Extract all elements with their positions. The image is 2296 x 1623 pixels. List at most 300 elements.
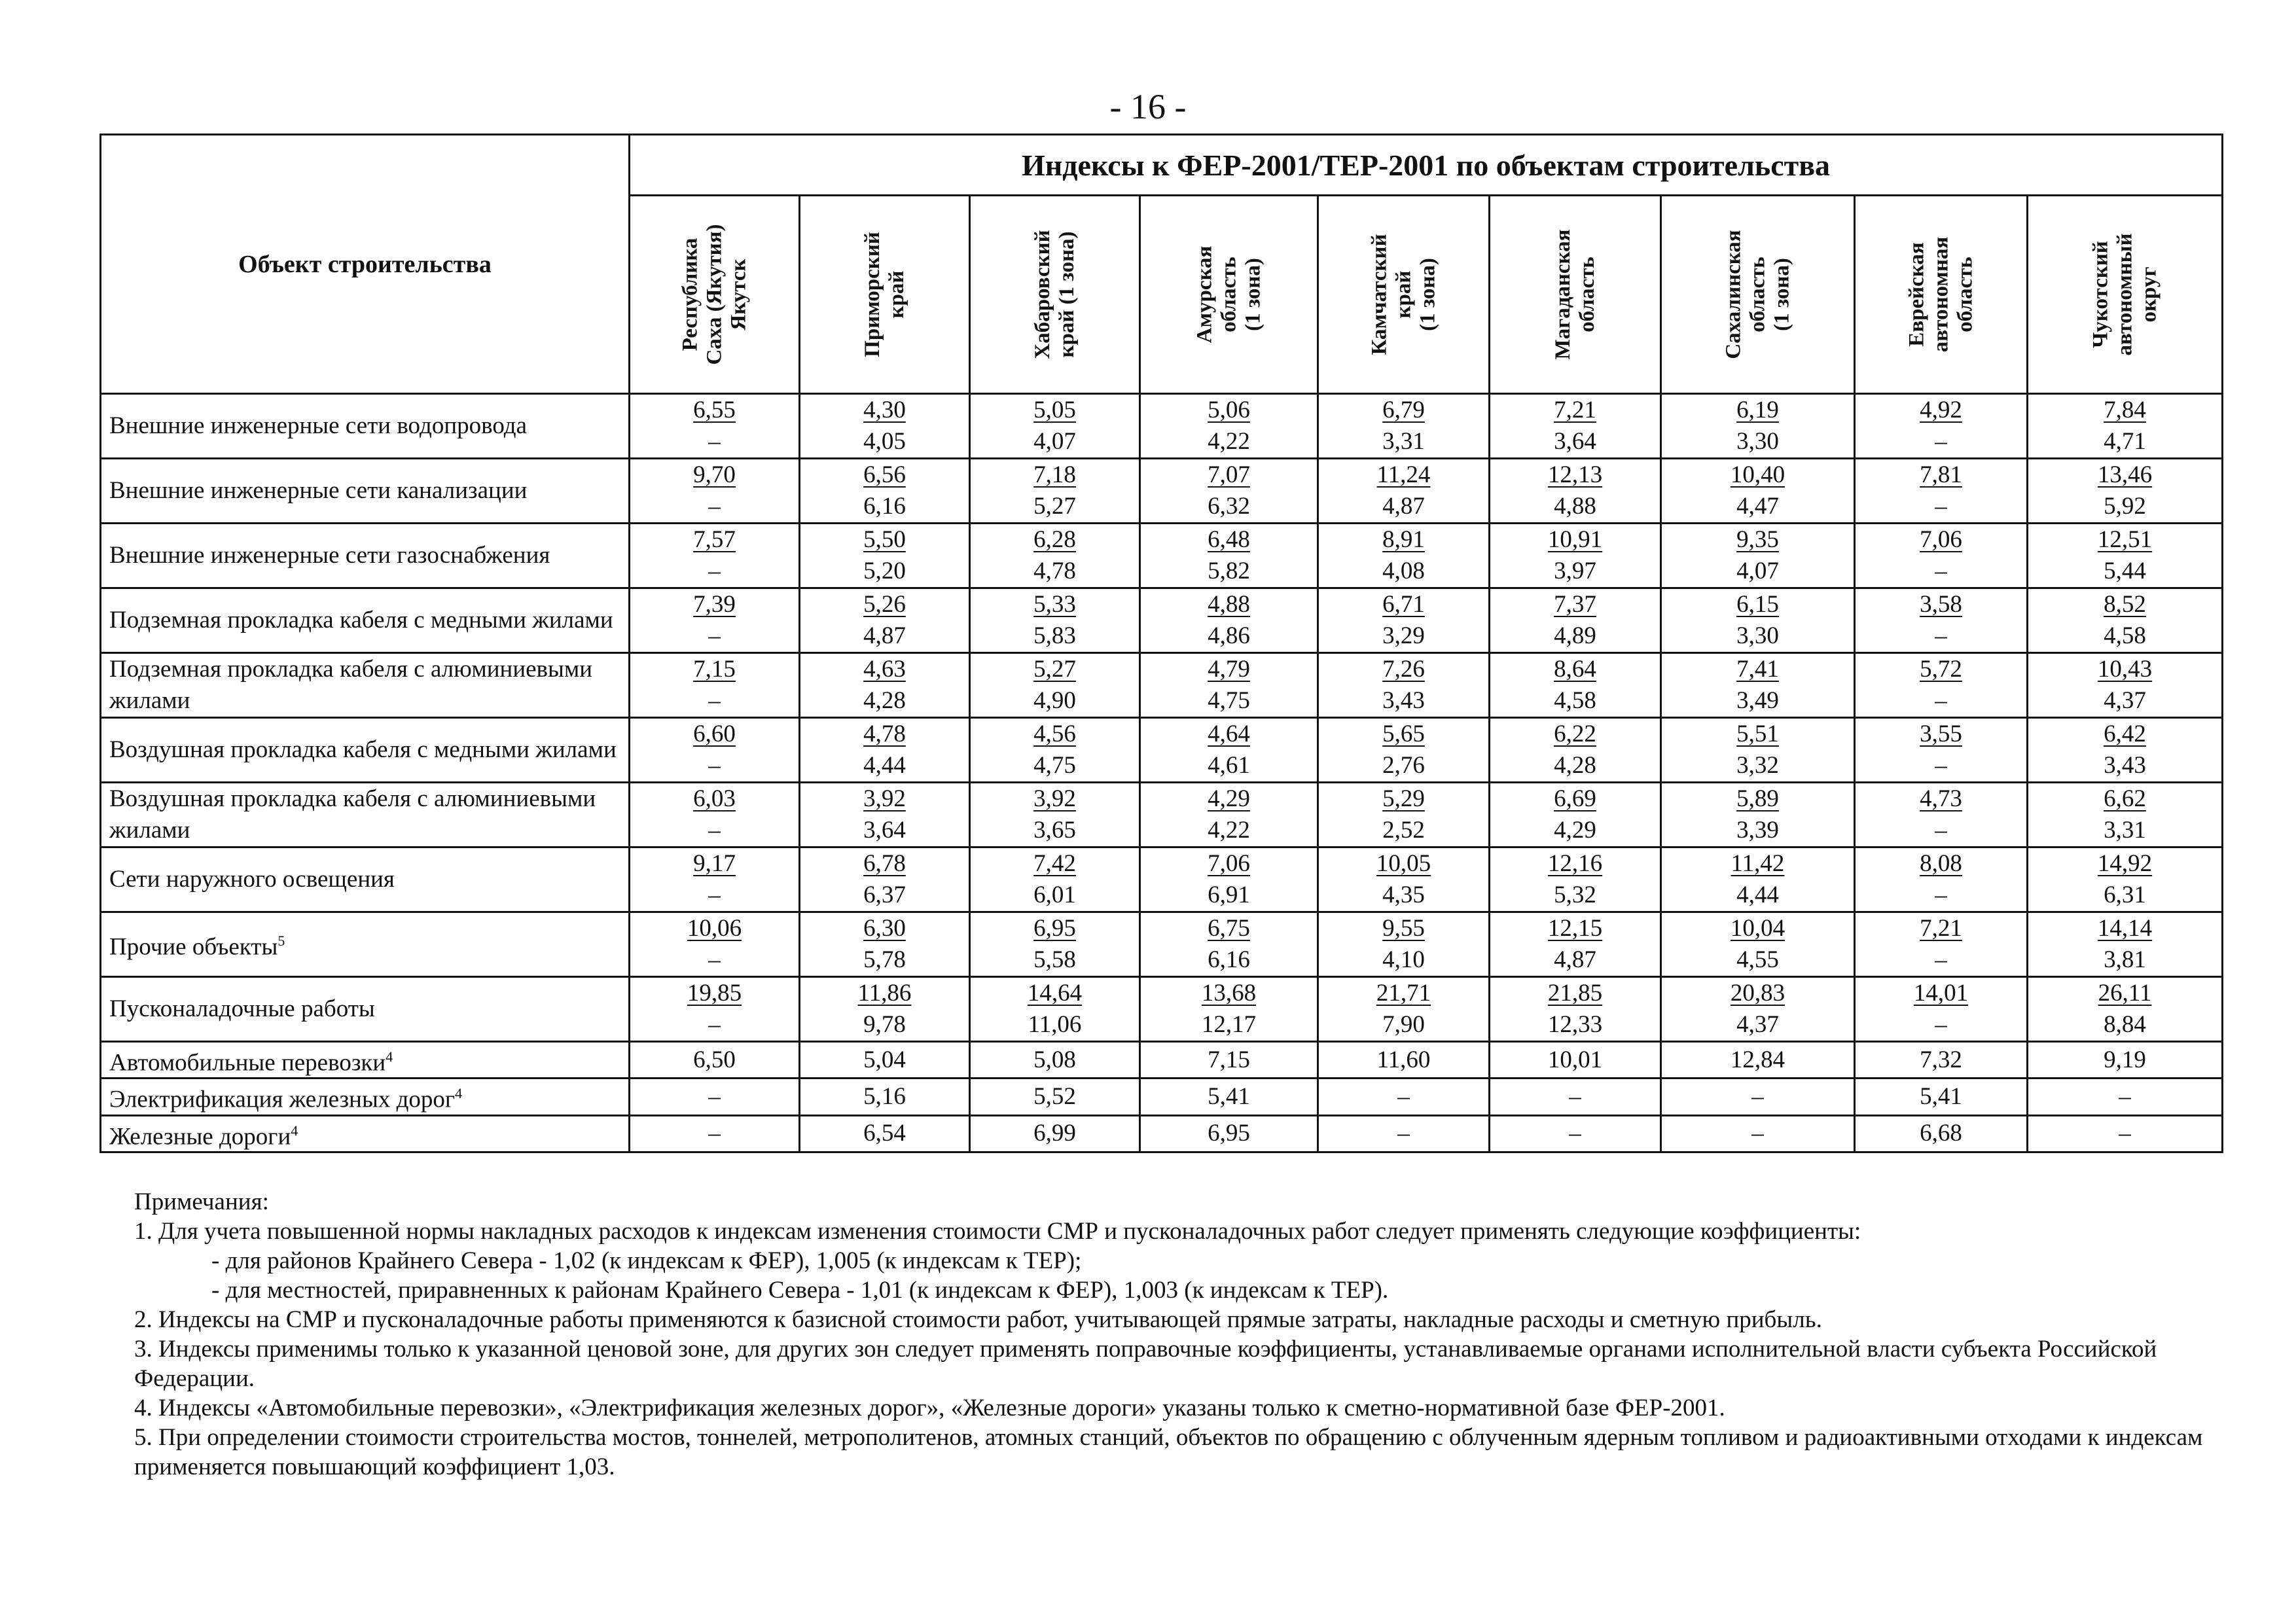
ter-index: 4,75 bbox=[1208, 687, 1250, 714]
ter-index: 5,83 bbox=[1033, 622, 1076, 649]
ter-index: 4,86 bbox=[1208, 622, 1250, 649]
ter-index: 4,07 bbox=[1736, 558, 1779, 584]
fer-index: 4,78 bbox=[863, 721, 906, 747]
index-cell bbox=[1490, 588, 1661, 653]
ter-index: – bbox=[1935, 752, 1947, 779]
ter-index: – bbox=[708, 428, 721, 455]
ter-index: 5,82 bbox=[1208, 558, 1250, 584]
ter-index: 4,37 bbox=[2104, 687, 2146, 714]
index-cell bbox=[2028, 783, 2223, 847]
index-cell bbox=[630, 653, 800, 718]
ter-index: 4,07 bbox=[1033, 428, 1076, 455]
ter-index: 3,81 bbox=[2104, 946, 2146, 973]
fer-index: 7,21 bbox=[1554, 397, 1596, 423]
fer-index: 10,40 bbox=[1730, 461, 1785, 488]
fer-index: 10,05 bbox=[1376, 850, 1431, 877]
page-number: - 16 - bbox=[1109, 87, 1187, 126]
fer-index: 5,89 bbox=[1736, 785, 1779, 812]
index-cell bbox=[970, 718, 1140, 783]
ter-index: 4,22 bbox=[1208, 428, 1250, 455]
note-1a: - для районов Крайнего Севера - 1,02 (к индексам к ФЕР), 1,005 (к индексам к ТЕР); bbox=[211, 1247, 1082, 1274]
index-cell: 6,95 bbox=[1140, 1115, 1318, 1152]
index-cell bbox=[1140, 588, 1318, 653]
index-cell bbox=[630, 847, 800, 912]
footnote-ref: 4 bbox=[386, 1048, 393, 1065]
fer-index: 5,06 bbox=[1208, 397, 1250, 423]
index-cell bbox=[1318, 847, 1490, 912]
index-cell bbox=[2028, 394, 2223, 459]
fer-index: 7,84 bbox=[2104, 397, 2146, 423]
fer-index: 19,85 bbox=[687, 980, 742, 1007]
fer-index: 7,15 bbox=[693, 656, 736, 683]
fer-index: 6,48 bbox=[1208, 526, 1250, 553]
region-header-label: Чукотский автономный округ bbox=[2089, 233, 2161, 356]
fer-index: 7,21 bbox=[1920, 915, 1962, 942]
index-cell bbox=[800, 977, 970, 1042]
index-cell bbox=[1661, 912, 1855, 977]
footnote-ref: 4 bbox=[291, 1122, 298, 1139]
ter-index: 4,28 bbox=[863, 687, 906, 714]
index-cell bbox=[630, 459, 800, 524]
region-header bbox=[970, 196, 1140, 394]
fer-index: 6,28 bbox=[1033, 526, 1076, 553]
object-name-text: Подземная прокладка кабеля с алюминиевыми жилами bbox=[109, 656, 593, 714]
ter-index: 3,32 bbox=[1736, 752, 1779, 779]
ter-index: – bbox=[708, 687, 721, 714]
fer-index: 8,64 bbox=[1554, 656, 1596, 683]
region-header bbox=[800, 196, 970, 394]
ter-index: 4,29 bbox=[1554, 817, 1596, 844]
ter-index: 4,87 bbox=[863, 622, 906, 649]
ter-index: – bbox=[708, 622, 721, 649]
ter-index: 4,87 bbox=[1554, 946, 1596, 973]
fer-index: 7,06 bbox=[1208, 850, 1250, 877]
ter-index: – bbox=[708, 1011, 721, 1038]
index-cell bbox=[970, 653, 1140, 718]
note-1: 1. Для учета повышенной нормы накладных расходов к индексам изменения стоимости СМР и пусконаладочных работ следует применять следующие коэффициенты: bbox=[134, 1218, 1861, 1245]
fer-index: 6,56 bbox=[863, 461, 906, 488]
region-header-label: Хабаровский край (1 зона) bbox=[1030, 230, 1079, 359]
ter-index: 6,32 bbox=[1208, 493, 1250, 520]
index-cell bbox=[1855, 847, 2028, 912]
fer-index: 11,24 bbox=[1376, 461, 1431, 488]
fer-index: 12,15 bbox=[1547, 915, 1603, 942]
region-header-label: Амурская область (1 зона) bbox=[1193, 245, 1265, 344]
fer-index: 7,18 bbox=[1033, 461, 1076, 488]
ter-index: – bbox=[1935, 817, 1947, 844]
table-row bbox=[101, 459, 2223, 524]
index-cell bbox=[1318, 977, 1490, 1042]
fer-index: 6,22 bbox=[1554, 721, 1596, 747]
index-cell bbox=[1490, 394, 1661, 459]
index-cell: – bbox=[1490, 1115, 1661, 1152]
table-row bbox=[101, 718, 2223, 783]
ter-index: – bbox=[1935, 428, 1947, 455]
index-cell bbox=[1490, 459, 1661, 524]
ter-index: 4,87 bbox=[1382, 493, 1425, 520]
fer-index: 4,29 bbox=[1208, 785, 1250, 812]
fer-index: 13,46 bbox=[2097, 461, 2153, 488]
fer-index: 5,29 bbox=[1382, 785, 1425, 812]
ter-index: – bbox=[708, 558, 721, 584]
index-cell bbox=[800, 847, 970, 912]
object-name-text: Сети наружного освещения bbox=[109, 866, 395, 893]
ter-index: 4,05 bbox=[863, 428, 906, 455]
ter-index: 3,49 bbox=[1736, 687, 1779, 714]
ter-index: 4,35 bbox=[1382, 882, 1425, 908]
index-cell: – bbox=[1318, 1079, 1490, 1115]
index-cell bbox=[1490, 524, 1661, 588]
fer-index: 4,30 bbox=[863, 397, 906, 423]
object-name-text: Прочие объекты bbox=[109, 933, 278, 961]
fer-index: 7,81 bbox=[1920, 461, 1962, 488]
object-column-header: Объект строительства bbox=[101, 135, 630, 394]
index-cell: 10,01 bbox=[1490, 1042, 1661, 1079]
fer-index: 3,92 bbox=[863, 785, 906, 812]
ter-index: 4,37 bbox=[1736, 1011, 1779, 1038]
index-cell bbox=[1140, 977, 1318, 1042]
fer-index: 12,51 bbox=[2097, 526, 2153, 553]
fer-index: 6,69 bbox=[1554, 785, 1596, 812]
table-row bbox=[101, 977, 2223, 1042]
index-cell: 6,68 bbox=[1855, 1115, 2028, 1152]
note-2: 2. Индексы на СМР и пусконаладочные работы применяются к базисной стоимости работ, учитывающей прямые затраты, накладные расходы и сметную прибыль. bbox=[134, 1306, 1822, 1333]
fer-index: 4,88 bbox=[1208, 591, 1250, 618]
ter-index: 3,31 bbox=[2104, 817, 2146, 844]
index-cell bbox=[970, 524, 1140, 588]
object-name bbox=[101, 912, 630, 977]
index-cell bbox=[2028, 459, 2223, 524]
fer-index: 4,56 bbox=[1033, 721, 1076, 747]
index-cell bbox=[800, 524, 970, 588]
object-name bbox=[101, 1115, 630, 1152]
index-cell bbox=[1661, 394, 1855, 459]
object-name bbox=[101, 783, 630, 847]
index-cell bbox=[800, 718, 970, 783]
ter-index: 2,76 bbox=[1382, 752, 1425, 779]
object-name bbox=[101, 1079, 630, 1115]
fer-index: 7,26 bbox=[1382, 656, 1425, 683]
ter-index: – bbox=[1935, 558, 1947, 584]
fer-index: 6,62 bbox=[2104, 785, 2146, 812]
table-row bbox=[101, 653, 2223, 718]
region-header bbox=[1318, 196, 1490, 394]
fer-index: 5,72 bbox=[1920, 656, 1962, 683]
fer-index: 6,30 bbox=[863, 915, 906, 942]
fer-index: 4,63 bbox=[863, 656, 906, 683]
index-cell bbox=[1855, 783, 2028, 847]
ter-index: 6,16 bbox=[1208, 946, 1250, 973]
note-5: 5. При определении стоимости строительства мостов, тоннелей, метрополитенов, атомных станций, объектов по обращению с облученным ядерным топливом и радиоактивными отходами к индексам применяется повышающий коэффициент 1,03. bbox=[134, 1424, 2203, 1480]
fer-index: 12,13 bbox=[1547, 461, 1603, 488]
fer-index: 11,42 bbox=[1731, 850, 1785, 877]
index-cell: 11,60 bbox=[1318, 1042, 1490, 1079]
index-cell bbox=[630, 718, 800, 783]
region-header bbox=[1140, 196, 1318, 394]
index-cell bbox=[1855, 524, 2028, 588]
index-cell bbox=[630, 588, 800, 653]
fer-index: 7,41 bbox=[1736, 656, 1779, 683]
fer-index: 6,55 bbox=[693, 397, 736, 423]
index-cell bbox=[1490, 977, 1661, 1042]
region-header bbox=[1661, 196, 1855, 394]
ter-index: 5,32 bbox=[1554, 882, 1596, 908]
fer-index: 6,71 bbox=[1382, 591, 1425, 618]
table-row bbox=[101, 783, 2223, 847]
fer-index: 7,06 bbox=[1920, 526, 1962, 553]
ter-index: 3,43 bbox=[2104, 752, 2146, 779]
fer-index: 5,50 bbox=[863, 526, 906, 553]
ter-index: – bbox=[1935, 622, 1947, 649]
index-cell bbox=[2028, 718, 2223, 783]
object-name-text: Автомобильные перевозки bbox=[109, 1049, 386, 1077]
ter-index: 4,22 bbox=[1208, 817, 1250, 844]
ter-index: 8,84 bbox=[2104, 1011, 2146, 1038]
index-cell: 12,84 bbox=[1661, 1042, 1855, 1079]
object-name bbox=[101, 459, 630, 524]
table-row bbox=[101, 524, 2223, 588]
table-row bbox=[101, 394, 2223, 459]
index-cell bbox=[1318, 783, 1490, 847]
index-cell: 6,99 bbox=[970, 1115, 1140, 1152]
ter-index: 5,92 bbox=[2104, 493, 2146, 520]
index-cell bbox=[1140, 653, 1318, 718]
index-cell: 7,15 bbox=[1140, 1042, 1318, 1079]
ter-index: 4,89 bbox=[1554, 622, 1596, 649]
index-cell bbox=[1140, 524, 1318, 588]
index-cell: 5,52 bbox=[970, 1079, 1140, 1115]
ter-index: 2,52 bbox=[1382, 817, 1425, 844]
region-header-label: Магаданская область bbox=[1551, 229, 1599, 360]
ter-index: 4,78 bbox=[1033, 558, 1076, 584]
fer-index: 14,64 bbox=[1027, 980, 1083, 1007]
fer-index: 7,42 bbox=[1033, 850, 1076, 877]
index-cell bbox=[1661, 524, 1855, 588]
fer-index: 8,52 bbox=[2104, 591, 2146, 618]
index-cell bbox=[1855, 459, 2028, 524]
fer-index: 4,73 bbox=[1920, 785, 1962, 812]
ter-index: – bbox=[1935, 1011, 1947, 1038]
fer-index: 9,55 bbox=[1382, 915, 1425, 942]
table-row bbox=[101, 912, 2223, 977]
ter-index: 4,47 bbox=[1736, 493, 1779, 520]
ter-index: 4,58 bbox=[1554, 687, 1596, 714]
ter-index: 3,65 bbox=[1033, 817, 1076, 844]
fer-index: 10,91 bbox=[1547, 526, 1603, 553]
note-1b: - для местностей, приравненных к районам Крайнего Севера - 1,01 (к индексам к ФЕР), 1,003 (к индексам к ТЕР). bbox=[211, 1277, 1389, 1304]
index-cell bbox=[800, 783, 970, 847]
object-name-text: Электрификация железных дорог bbox=[109, 1086, 456, 1113]
ter-index: 11,06 bbox=[1028, 1011, 1082, 1038]
ter-index: 4,71 bbox=[2104, 428, 2146, 455]
ter-index: 5,58 bbox=[1033, 946, 1076, 973]
note-3: 3. Индексы применимы только к указанной ценовой зоне, для других зон следует применять поправочные коэффициенты, устанавливаемые органами исполнительной власти субъекта Российской Федерации. bbox=[134, 1336, 2157, 1392]
index-cell: 5,04 bbox=[800, 1042, 970, 1079]
index-cell: 9,19 bbox=[2028, 1042, 2223, 1079]
region-header bbox=[2028, 196, 2223, 394]
index-cell bbox=[1140, 459, 1318, 524]
fer-index: 3,55 bbox=[1920, 721, 1962, 747]
index-cell: – bbox=[1661, 1115, 1855, 1152]
object-name bbox=[101, 847, 630, 912]
ter-index: 9,78 bbox=[863, 1011, 906, 1038]
index-cell bbox=[1855, 653, 2028, 718]
ter-index: – bbox=[1935, 493, 1947, 520]
index-cell bbox=[1855, 718, 2028, 783]
ter-index: 4,58 bbox=[2104, 622, 2146, 649]
indices-table-wrapper bbox=[99, 134, 2221, 1153]
index-cell bbox=[1140, 718, 1318, 783]
index-cell bbox=[970, 977, 1140, 1042]
index-cell: 7,32 bbox=[1855, 1042, 2028, 1079]
fer-index: 7,39 bbox=[693, 591, 736, 618]
object-name bbox=[101, 524, 630, 588]
index-cell bbox=[630, 524, 800, 588]
ter-index: 6,16 bbox=[863, 493, 906, 520]
index-cell bbox=[1855, 588, 2028, 653]
index-cell bbox=[2028, 588, 2223, 653]
index-cell bbox=[1490, 653, 1661, 718]
ter-index: 4,55 bbox=[1736, 946, 1779, 973]
object-name-text: Внешние инженерные сети газоснабжения bbox=[109, 542, 550, 569]
region-header-label: Сахалинская область (1 зона) bbox=[1721, 230, 1793, 359]
index-cell: – bbox=[630, 1115, 800, 1152]
index-cell bbox=[2028, 524, 2223, 588]
fer-index: 5,05 bbox=[1033, 397, 1076, 423]
object-name bbox=[101, 1042, 630, 1079]
index-cell bbox=[630, 912, 800, 977]
ter-index: 3,29 bbox=[1382, 622, 1425, 649]
note-4: 4. Индексы «Автомобильные перевозки», «Электрификация железных дорог», «Железные дороги» указаны только к сметно-нормативной базе ФЕР-2001. bbox=[134, 1395, 1725, 1421]
fer-index: 6,60 bbox=[693, 721, 736, 747]
index-cell bbox=[1661, 588, 1855, 653]
ter-index: 3,97 bbox=[1554, 558, 1596, 584]
footnote-ref: 4 bbox=[455, 1085, 463, 1102]
index-cell bbox=[800, 653, 970, 718]
object-name-text: Воздушная прокладка кабеля с медными жилами bbox=[109, 736, 617, 763]
index-cell: 6,54 bbox=[800, 1115, 970, 1152]
fer-index: 4,92 bbox=[1920, 397, 1962, 423]
index-cell: 5,08 bbox=[970, 1042, 1140, 1079]
fer-index: 14,92 bbox=[2097, 850, 2153, 877]
fer-index: 21,71 bbox=[1376, 980, 1431, 1007]
index-cell bbox=[1318, 588, 1490, 653]
ter-index: 5,44 bbox=[2104, 558, 2146, 584]
ter-index: 3,64 bbox=[863, 817, 906, 844]
object-name bbox=[101, 718, 630, 783]
ter-index: 6,01 bbox=[1033, 882, 1076, 908]
index-cell: – bbox=[1318, 1115, 1490, 1152]
fer-index: 3,58 bbox=[1920, 591, 1962, 618]
fer-index: 7,07 bbox=[1208, 461, 1250, 488]
table-row bbox=[101, 1115, 2223, 1152]
index-cell bbox=[970, 588, 1140, 653]
object-name-text: Воздушная прокладка кабеля с алюминиевыми жилами bbox=[109, 785, 596, 844]
index-cell bbox=[1490, 847, 1661, 912]
index-cell bbox=[800, 912, 970, 977]
fer-index: 7,37 bbox=[1554, 591, 1596, 618]
region-header bbox=[630, 196, 800, 394]
ter-index: 4,44 bbox=[863, 752, 906, 779]
ter-index: 4,08 bbox=[1382, 558, 1425, 584]
ter-index: 4,28 bbox=[1554, 752, 1596, 779]
index-cell bbox=[630, 783, 800, 847]
fer-index: 14,01 bbox=[1913, 980, 1969, 1007]
index-cell: – bbox=[630, 1079, 800, 1115]
fer-index: 21,85 bbox=[1547, 980, 1603, 1007]
fer-index: 6,78 bbox=[863, 850, 906, 877]
fer-index: 7,57 bbox=[693, 526, 736, 553]
object-name bbox=[101, 588, 630, 653]
index-cell bbox=[970, 783, 1140, 847]
index-cell bbox=[1318, 718, 1490, 783]
index-cell bbox=[2028, 912, 2223, 977]
ter-index: 4,44 bbox=[1736, 882, 1779, 908]
ter-index: 3,39 bbox=[1736, 817, 1779, 844]
ter-index: 4,90 bbox=[1033, 687, 1076, 714]
fer-index: 5,26 bbox=[863, 591, 906, 618]
index-cell: – bbox=[1490, 1079, 1661, 1115]
index-cell bbox=[800, 588, 970, 653]
region-header-label: Еврейская автономная область bbox=[1905, 236, 1977, 353]
table-row bbox=[101, 1042, 2223, 1079]
ter-index: 6,31 bbox=[2104, 882, 2146, 908]
index-cell bbox=[2028, 653, 2223, 718]
index-cell: – bbox=[2028, 1115, 2223, 1152]
fer-index: 6,95 bbox=[1033, 915, 1076, 942]
fer-index: 3,92 bbox=[1033, 785, 1076, 812]
ter-index: 4,75 bbox=[1033, 752, 1076, 779]
region-header bbox=[1855, 196, 2028, 394]
ter-index: – bbox=[708, 882, 721, 908]
ter-index: – bbox=[1935, 882, 1947, 908]
fer-index: 11,86 bbox=[857, 980, 912, 1007]
index-cell bbox=[630, 394, 800, 459]
fer-index: 8,91 bbox=[1382, 526, 1425, 553]
ter-index: 6,37 bbox=[863, 882, 906, 908]
ter-index: – bbox=[1935, 687, 1947, 714]
ter-index: 7,90 bbox=[1382, 1011, 1425, 1038]
fer-index: 13,68 bbox=[1201, 980, 1257, 1007]
fer-index: 6,15 bbox=[1736, 591, 1779, 618]
ter-index: 4,88 bbox=[1554, 493, 1596, 520]
fer-index: 5,65 bbox=[1382, 721, 1425, 747]
fer-index: 6,79 bbox=[1382, 397, 1425, 423]
index-cell bbox=[1661, 718, 1855, 783]
index-cell bbox=[970, 394, 1140, 459]
index-cell bbox=[1318, 912, 1490, 977]
index-cell bbox=[970, 912, 1140, 977]
index-cell bbox=[1318, 524, 1490, 588]
index-cell bbox=[1855, 394, 2028, 459]
ter-index: 4,61 bbox=[1208, 752, 1250, 779]
region-header-label: Республика Саха (Якутия) Якутск bbox=[678, 224, 750, 365]
fer-index: 10,06 bbox=[687, 915, 742, 942]
index-cell bbox=[1490, 718, 1661, 783]
fer-index: 5,33 bbox=[1033, 591, 1076, 618]
fer-index: 5,27 bbox=[1033, 656, 1076, 683]
ter-index: 6,91 bbox=[1208, 882, 1250, 908]
ter-index: – bbox=[708, 817, 721, 844]
fer-index: 20,83 bbox=[1730, 980, 1785, 1007]
ter-index: 12,33 bbox=[1547, 1011, 1603, 1038]
ter-index: 12,17 bbox=[1201, 1011, 1257, 1038]
fer-index: 10,43 bbox=[2097, 656, 2153, 683]
ter-index: – bbox=[708, 946, 721, 973]
ter-index: 5,78 bbox=[863, 946, 906, 973]
ter-index: 3,30 bbox=[1736, 622, 1779, 649]
index-cell bbox=[970, 459, 1140, 524]
